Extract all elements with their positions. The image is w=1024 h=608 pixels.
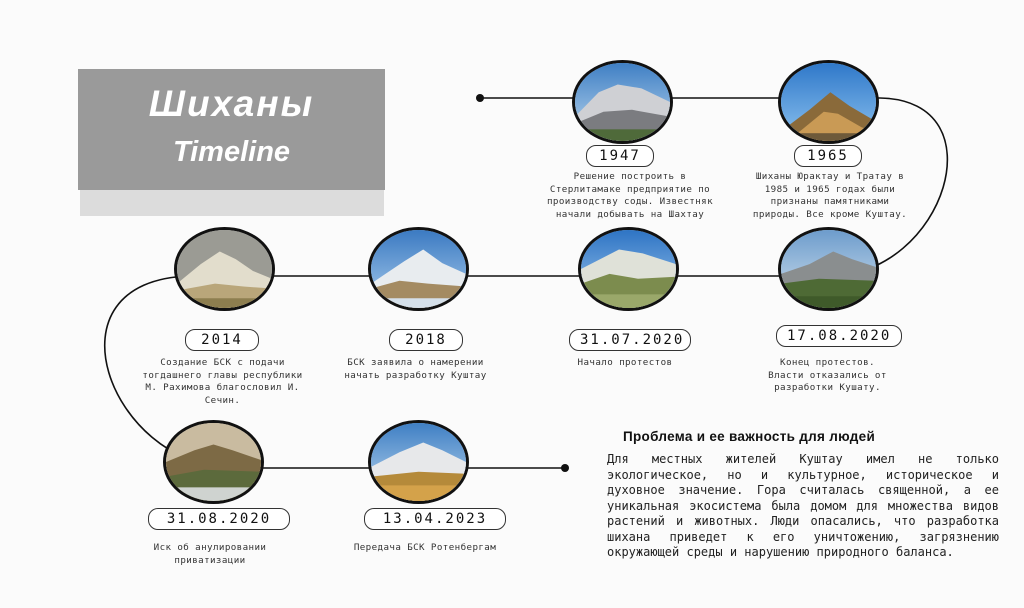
event-photo-1947 xyxy=(572,60,673,144)
event-desc-2020-08-17: Конец протестов. Власти отказались от разработки Кушату. xyxy=(768,357,887,393)
title-box xyxy=(78,69,385,190)
event-desc-2020-07-31: Начало протестов xyxy=(577,357,673,368)
path-start-dot xyxy=(476,94,484,102)
event-photo-2014 xyxy=(174,227,275,311)
event-date-2014: 2014 xyxy=(185,329,259,351)
page-title: Шиханы xyxy=(148,83,315,124)
event-desc-2023-04-13: Передача БСК Ротенбергам xyxy=(353,542,497,553)
event-date-2020-08-17: 17.08.2020 xyxy=(776,325,902,347)
event-desc-2014: Создание БСК с подачи тогдашнего главы республики М. Рахимова благословил И. Сечин. xyxy=(142,357,303,406)
page-subtitle: Timeline xyxy=(172,136,291,168)
event-photo-2020-08-31 xyxy=(163,420,264,504)
event-desc-1965: Шиханы Юрактау и Тратау в 1985 и 1965 годах были признаны памятниками природы. Все кроме Куштау. xyxy=(752,171,908,220)
event-desc-1947: Решение построить в Стерлитамаке предприятие по производству соды. Известняк начали добывать на Шахтау xyxy=(546,171,714,220)
event-date-2020-08-31: 31.08.2020 xyxy=(148,508,290,530)
event-photo-2023-04-13 xyxy=(368,420,469,504)
event-date-2018: 2018 xyxy=(389,329,463,351)
problem-title: Проблема и ее важность для людей xyxy=(623,429,876,444)
event-photo-2020-07-31 xyxy=(578,227,679,311)
event-date-1965: 1965 xyxy=(794,145,862,167)
event-desc-2018: БСК заявила о намерении начать разработку Куштау xyxy=(344,357,487,381)
event-photo-2020-08-17 xyxy=(778,227,879,311)
event-desc-2020-08-31: Иск об анулировании приватизации xyxy=(153,542,267,566)
path-end-dot xyxy=(561,464,569,472)
problem-text: Для местных жителей Куштау имел не только экологическое, но и культурное, историческое и духовное значение. Гора считалась священной, а ее уникальная экосистема была домом для множества видов растений и животных. Люди опасались, что разработка шихана приведет к его уничтожению, загрязнению окружающей среды и нарушению природного баланса. xyxy=(607,452,999,559)
event-date-1947: 1947 xyxy=(586,145,654,167)
event-photo-1965 xyxy=(778,60,879,144)
event-date-2023-04-13: 13.04.2023 xyxy=(364,508,506,530)
event-date-2020-07-31: 31.07.2020 xyxy=(569,329,691,351)
event-photo-2018 xyxy=(368,227,469,311)
